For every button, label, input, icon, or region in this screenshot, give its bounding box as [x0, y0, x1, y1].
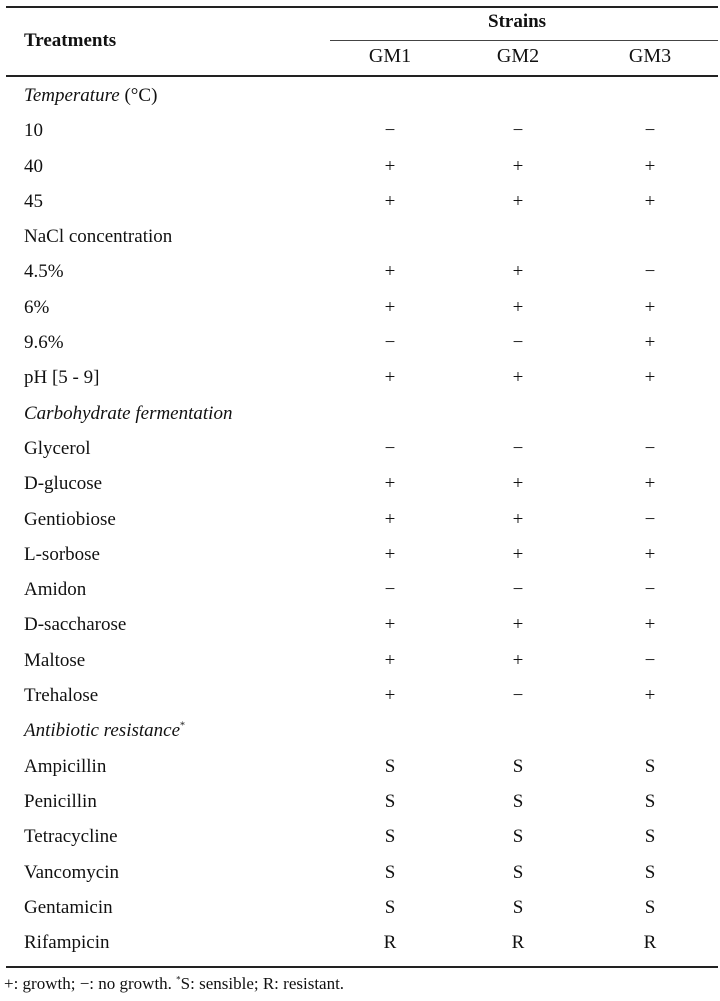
- table-top-rule: [6, 6, 718, 8]
- row-label: [24, 191, 43, 213]
- cell-gm2: +: [512, 155, 524, 177]
- cell-gm1: S: [384, 755, 396, 777]
- table-row: [0, 433, 720, 468]
- cell-gm3: +: [644, 190, 656, 212]
- row-label-text: 45: [24, 190, 43, 212]
- row-label-text: Maltose: [24, 649, 86, 671]
- cell-gm3: −: [644, 508, 656, 530]
- table-row: [0, 115, 720, 150]
- row-label: [24, 438, 90, 460]
- strains-underline: [330, 40, 718, 41]
- cell-gm2: −: [512, 120, 524, 142]
- table-row: [0, 786, 720, 821]
- row-label-text: Rifampicin: [24, 932, 110, 954]
- row-label-text: Trehalose: [24, 685, 99, 707]
- cell-gm1: −: [384, 332, 396, 354]
- row-label-text: Amidon: [24, 579, 87, 601]
- table-row: [0, 821, 720, 856]
- column-header-gm1: GM1: [368, 45, 412, 67]
- table-row: [0, 362, 720, 397]
- cell-gm2: +: [512, 543, 524, 565]
- row-label: [24, 685, 98, 707]
- cell-gm1: −: [384, 437, 396, 459]
- table-body: [0, 80, 720, 962]
- cell-gm2: +: [512, 614, 524, 636]
- table-row: [0, 468, 720, 503]
- row-label-text: L-sorbose: [24, 543, 100, 565]
- row-label: [24, 862, 119, 884]
- row-label: [24, 332, 64, 354]
- footnote-asterisk: *: [176, 974, 181, 985]
- row-label-text: Temperature: [24, 85, 120, 106]
- cell-gm3: +: [644, 543, 656, 565]
- strains-header: Strains: [488, 11, 547, 32]
- cell-gm3: +: [644, 685, 656, 707]
- cell-gm3: +: [644, 332, 656, 354]
- footnote: [4, 974, 344, 994]
- table-row: [0, 680, 720, 715]
- table-row: [0, 609, 720, 644]
- table-row: [0, 539, 720, 574]
- row-label-text: D-glucose: [24, 473, 103, 495]
- cell-gm3: S: [644, 790, 656, 812]
- cell-gm1: +: [384, 685, 396, 707]
- footnote-text-2: S: sensible; R: resistant.: [180, 974, 345, 993]
- cell-gm3: S: [644, 755, 656, 777]
- row-label-text: Carbohydrate fermentation: [24, 402, 233, 424]
- cell-gm3: S: [644, 861, 656, 883]
- row-label: [24, 473, 102, 495]
- cell-gm2: −: [512, 579, 524, 601]
- column-header-gm2: GM2: [496, 45, 540, 67]
- row-label: [24, 261, 64, 283]
- row-label: [24, 544, 100, 566]
- cell-gm1: +: [384, 190, 396, 212]
- column-header-gm3: GM3: [628, 45, 672, 67]
- row-label: [24, 756, 106, 778]
- row-label: [24, 650, 85, 672]
- table-row: [0, 504, 720, 539]
- cell-gm1: +: [384, 473, 396, 495]
- cell-gm2: +: [512, 508, 524, 530]
- row-label: [24, 579, 86, 601]
- cell-gm3: −: [644, 120, 656, 142]
- table-row: [0, 574, 720, 609]
- table-bottom-rule: [6, 966, 718, 968]
- cell-gm3: +: [644, 367, 656, 389]
- cell-gm2: −: [512, 437, 524, 459]
- cell-gm3: +: [644, 473, 656, 495]
- cell-gm2: S: [512, 755, 524, 777]
- cell-gm3: −: [644, 579, 656, 601]
- row-label-text: 10: [24, 120, 43, 142]
- row-label: [24, 826, 118, 848]
- section-row: [0, 715, 720, 750]
- section-row: [0, 80, 720, 115]
- row-label-text: Vancomycin: [24, 861, 119, 883]
- table-row: [0, 327, 720, 362]
- row-label-text: 40: [24, 155, 43, 177]
- header-bottom-rule: [6, 75, 718, 77]
- cell-gm3: −: [644, 437, 656, 459]
- table-row: [0, 292, 720, 327]
- cell-gm1: +: [384, 155, 396, 177]
- row-label: [24, 614, 126, 636]
- cell-gm3: R: [643, 932, 657, 954]
- row-label-text: Penicillin: [24, 790, 97, 812]
- table-row: [0, 645, 720, 680]
- cell-gm1: +: [384, 261, 396, 283]
- cell-gm3: +: [644, 155, 656, 177]
- table-row: [0, 751, 720, 786]
- row-label-text: pH [5 - 9]: [24, 367, 100, 389]
- row-label-text: Ampicillin: [24, 755, 107, 777]
- cell-gm2: S: [512, 790, 524, 812]
- section-row: [0, 221, 720, 256]
- cell-gm2: S: [512, 896, 524, 918]
- table-row: [0, 892, 720, 927]
- section-label: [24, 85, 157, 107]
- footnote-text-1: +: growth; −: no growth.: [4, 974, 177, 993]
- row-label-text: Gentamicin: [24, 896, 113, 918]
- row-label-text: Tetracycline: [24, 826, 118, 848]
- row-label-text: Antibiotic resistance: [24, 720, 181, 742]
- table-row: [0, 927, 720, 962]
- cell-gm1: +: [384, 614, 396, 636]
- cell-gm2: +: [512, 261, 524, 283]
- row-label-unit: (°C): [119, 85, 158, 106]
- cell-gm3: −: [644, 649, 656, 671]
- cell-gm2: +: [512, 473, 524, 495]
- cell-gm1: S: [384, 861, 396, 883]
- cell-gm1: S: [384, 826, 396, 848]
- row-label: [24, 791, 97, 813]
- row-label-text: D-saccharose: [24, 614, 127, 636]
- cell-gm2: S: [512, 861, 524, 883]
- cell-gm1: S: [384, 896, 396, 918]
- table-row: [0, 151, 720, 186]
- row-label: [24, 897, 113, 919]
- cell-gm1: R: [383, 932, 397, 954]
- row-label-text: Gentiobiose: [24, 508, 116, 530]
- cell-gm2: +: [512, 367, 524, 389]
- cell-gm2: +: [512, 649, 524, 671]
- cell-gm3: S: [644, 896, 656, 918]
- row-label-text: 4.5%: [24, 261, 64, 283]
- cell-gm3: +: [644, 296, 656, 318]
- cell-gm1: +: [384, 649, 396, 671]
- row-label-text: NaCl concentration: [24, 226, 173, 248]
- cell-gm2: −: [512, 685, 524, 707]
- cell-gm1: +: [384, 367, 396, 389]
- cell-gm2: +: [512, 296, 524, 318]
- section-label: [24, 403, 232, 425]
- cell-gm2: +: [512, 190, 524, 212]
- cell-gm2: S: [512, 826, 524, 848]
- row-label: [24, 932, 109, 954]
- cell-gm1: −: [384, 579, 396, 601]
- table-row: [0, 857, 720, 892]
- cell-gm3: −: [644, 261, 656, 283]
- row-label-text: 6%: [24, 296, 50, 318]
- cell-gm1: S: [384, 790, 396, 812]
- cell-gm1: +: [384, 296, 396, 318]
- row-label: [24, 120, 43, 142]
- cell-gm1: −: [384, 120, 396, 142]
- cell-gm3: +: [644, 614, 656, 636]
- cell-gm1: +: [384, 508, 396, 530]
- row-label-footnote-mark: *: [180, 721, 186, 733]
- row-label-text: Glycerol: [24, 437, 91, 459]
- row-label: [24, 297, 49, 319]
- treatments-header: Treatments: [24, 30, 117, 51]
- row-label: [24, 509, 116, 531]
- cell-gm2: −: [512, 332, 524, 354]
- row-label: [24, 367, 99, 389]
- section-row: [0, 398, 720, 433]
- row-label-text: 9.6%: [24, 332, 64, 354]
- table-row: [0, 256, 720, 291]
- row-label: [24, 156, 43, 178]
- table-row: [0, 186, 720, 221]
- cell-gm3: S: [644, 826, 656, 848]
- cell-gm1: +: [384, 543, 396, 565]
- cell-gm2: R: [511, 932, 525, 954]
- section-label: [24, 720, 185, 742]
- section-label: [24, 226, 172, 248]
